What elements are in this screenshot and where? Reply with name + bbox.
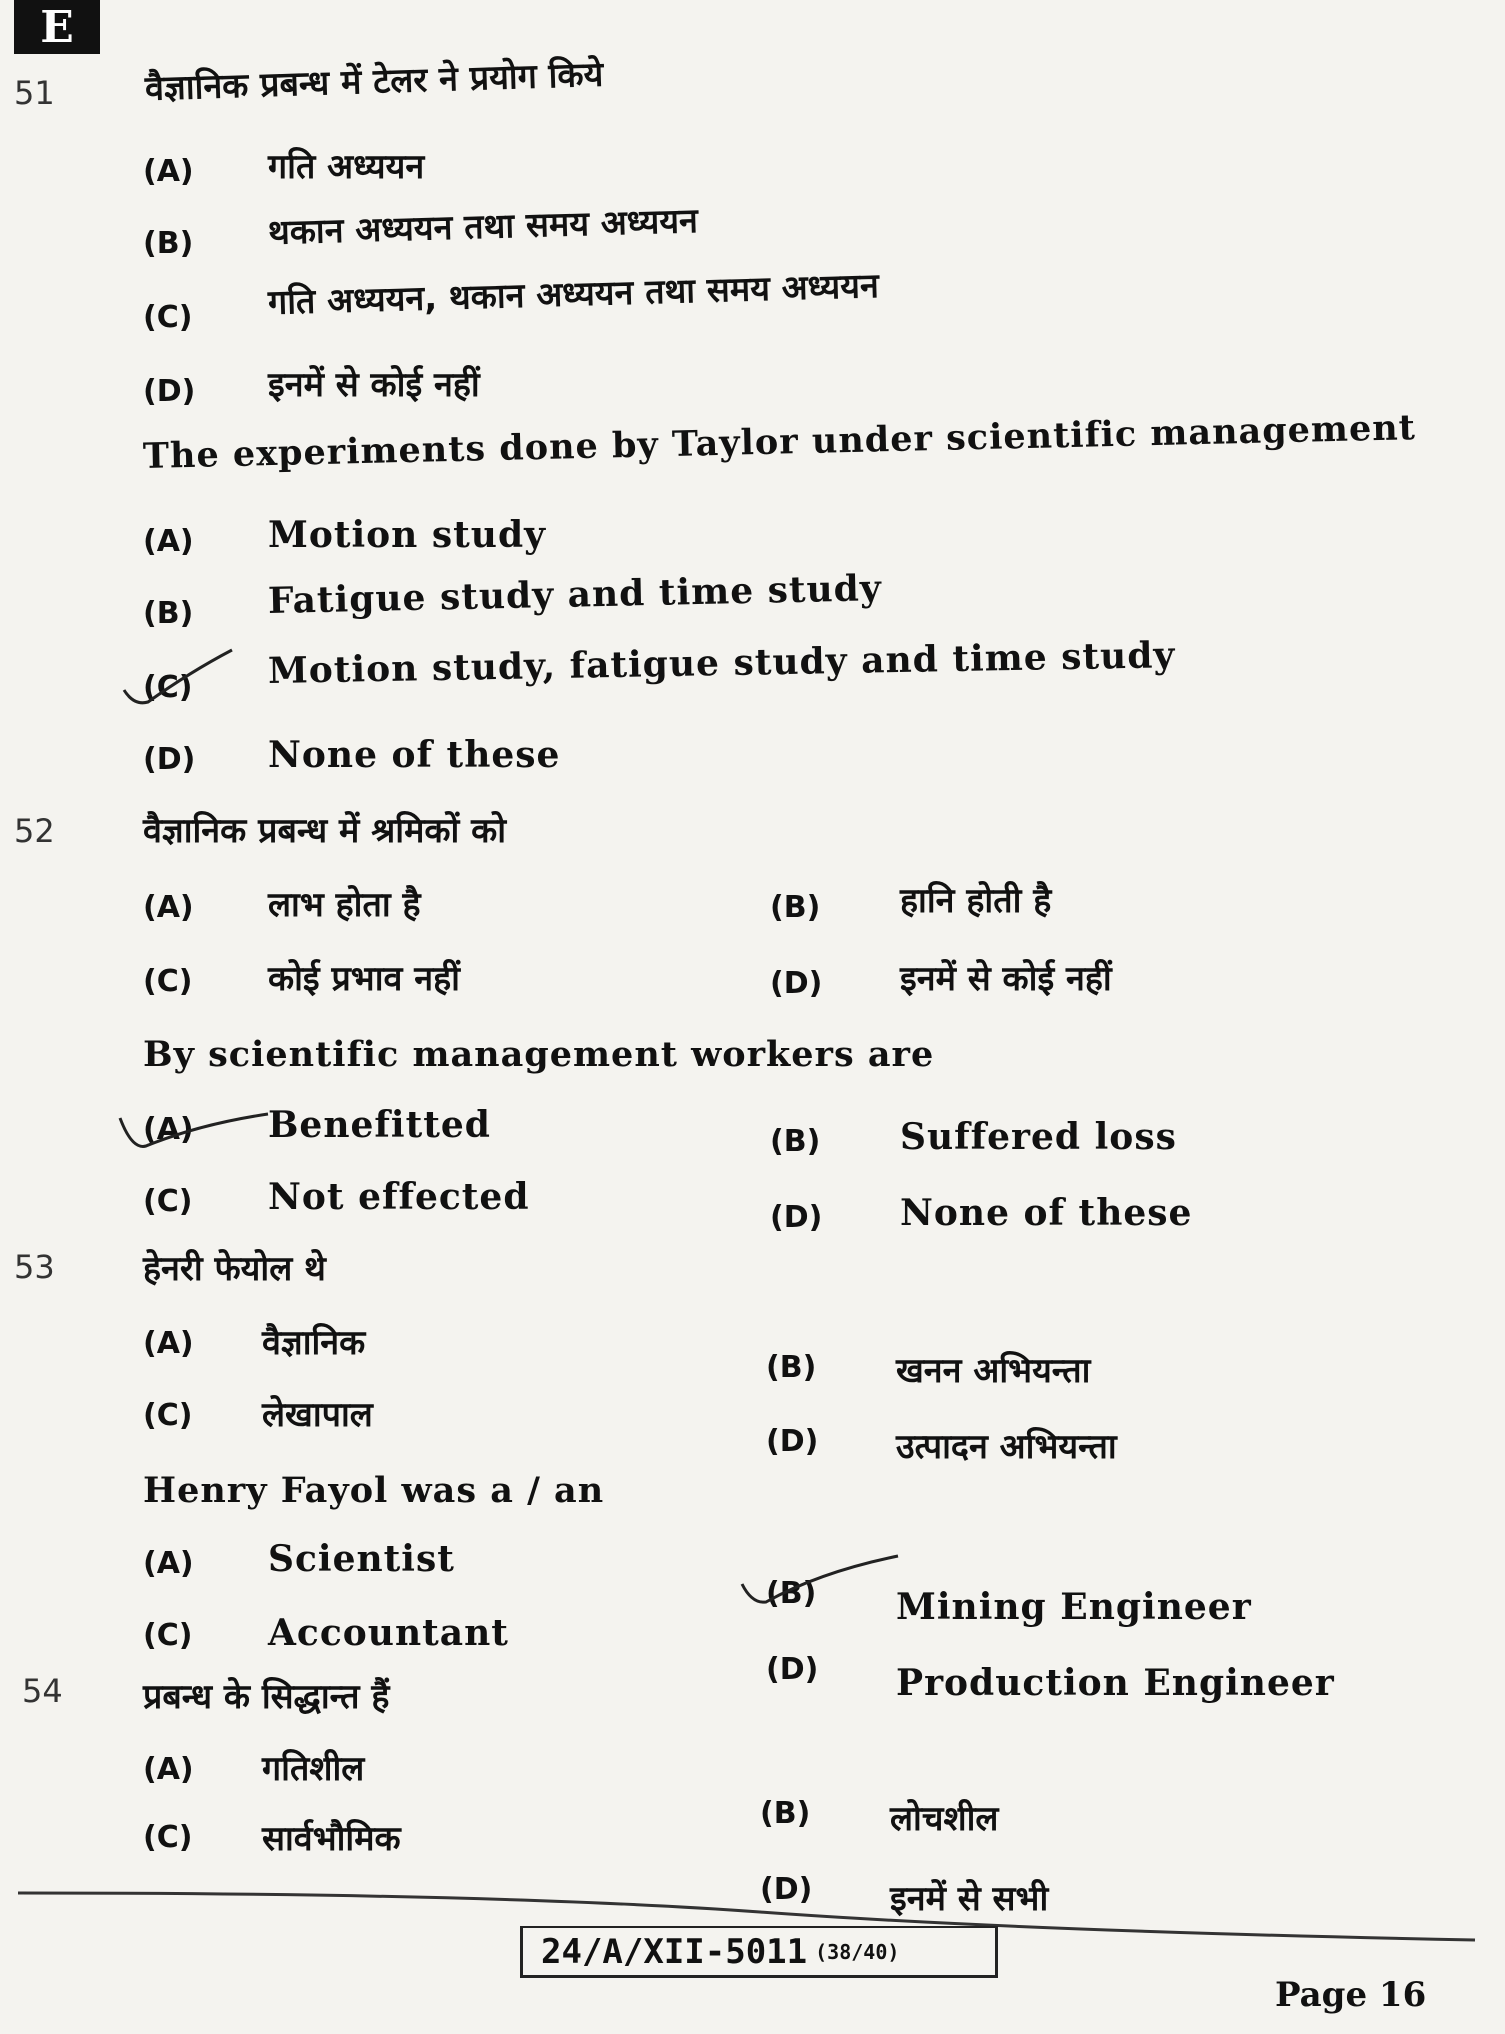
option-text-english: None of these	[268, 734, 561, 776]
tick-mark-q51	[124, 650, 232, 703]
option-text-hindi: खनन अभियन्ता	[896, 1351, 1091, 1391]
option-text-english: Scientist	[268, 1538, 455, 1580]
tick-mark-q53	[742, 1556, 898, 1602]
option-label: (D)	[760, 1872, 813, 1907]
paper-code-suffix: (38/40)	[815, 1939, 900, 1964]
option-label: (B)	[766, 1350, 817, 1385]
option-label: (C)	[143, 1618, 193, 1653]
option-text-hindi: लेखापाल	[262, 1395, 373, 1435]
option-text-hindi: कोई प्रभाव नहीं	[268, 959, 460, 999]
paper-code-box	[520, 1926, 998, 1978]
option-label: (D)	[143, 742, 196, 777]
option-text-english: Benefitted	[268, 1104, 491, 1146]
option-text-english: Motion study	[268, 514, 547, 556]
question-number: 52	[14, 812, 55, 850]
option-label: (D)	[766, 1652, 819, 1687]
option-label: (A)	[143, 1546, 194, 1581]
paper-code: 24/A/XII-5011	[541, 1931, 808, 1972]
option-label: (B)	[766, 1576, 817, 1611]
option-text-hindi: लोचशील	[890, 1799, 999, 1839]
question-number: 53	[14, 1248, 55, 1286]
page-number: Page 16	[1275, 1975, 1427, 2015]
option-label: (C)	[143, 964, 193, 999]
option-text-hindi: थकान अध्ययन तथा समय अध्ययन	[267, 201, 699, 253]
option-label: (B)	[143, 596, 194, 631]
option-text-english: Accountant	[268, 1612, 509, 1654]
question-stem-hindi: प्रबन्ध के सिद्धान्त हैं	[143, 1677, 390, 1717]
option-text-hindi: वैज्ञानिक	[262, 1323, 366, 1363]
option-label: (B)	[760, 1796, 811, 1831]
option-label: (A)	[143, 1112, 194, 1147]
option-text-english: Motion study, fatigue study and time study	[267, 634, 1176, 692]
question-stem-english: Henry Fayol was a / an	[143, 1470, 605, 1511]
option-label: (C)	[143, 1398, 193, 1433]
option-text-hindi: सार्वभौमिक	[262, 1819, 401, 1859]
option-label: (D)	[143, 374, 196, 409]
option-text-hindi: गति अध्ययन, थकान अध्ययन तथा समय अध्ययन	[267, 265, 880, 323]
question-stem-english: By scientific management workers are	[143, 1034, 935, 1075]
option-text-hindi: लाभ होता है	[268, 885, 421, 925]
option-text-hindi: गतिशील	[262, 1749, 365, 1789]
option-label: (B)	[143, 226, 194, 261]
option-text-english: Suffered loss	[900, 1116, 1177, 1158]
question-number: 54	[22, 1672, 63, 1710]
option-label: (C)	[143, 300, 193, 335]
option-label: (C)	[143, 1184, 193, 1219]
option-text-hindi: इनमें से कोई नहीं	[268, 365, 480, 405]
option-label: (A)	[143, 154, 194, 189]
option-label: (C)	[143, 1820, 193, 1855]
option-label: (D)	[766, 1424, 819, 1459]
option-label: (D)	[770, 966, 823, 1001]
option-text-hindi: हानि होती है	[900, 881, 1052, 921]
option-label: (A)	[143, 890, 194, 925]
section-badge: E	[14, 0, 100, 54]
tick-mark-q52	[120, 1114, 268, 1146]
question-stem-hindi: वैज्ञानिक प्रबन्ध में टेलर ने प्रयोग किये	[144, 54, 604, 109]
question-stem-english: The experiments done by Taylor under scientific management	[142, 407, 1417, 477]
option-label: (C)	[143, 670, 193, 705]
question-stem-hindi: वैज्ञानिक प्रबन्ध में श्रमिकों को	[143, 811, 507, 851]
option-text-english: Fatigue study and time study	[267, 567, 883, 622]
question-stem-hindi: हेनरी फेयोल थे	[143, 1249, 326, 1289]
question-number: 51	[14, 74, 55, 112]
option-label: (B)	[770, 1124, 821, 1159]
option-label: (A)	[143, 1326, 194, 1361]
option-label: (D)	[770, 1200, 823, 1235]
option-text-english: Not effected	[268, 1176, 530, 1218]
option-text-hindi: उत्पादन अभियन्ता	[896, 1427, 1117, 1467]
option-text-hindi: गति अध्ययन	[268, 147, 425, 187]
option-label: (B)	[770, 890, 821, 925]
option-label: (A)	[143, 1752, 194, 1787]
option-text-english: None of these	[900, 1192, 1193, 1234]
option-text-hindi: इनमें से कोई नहीं	[900, 959, 1112, 999]
option-label: (A)	[143, 524, 194, 559]
option-text-english: Mining Engineer	[896, 1586, 1252, 1628]
option-text-hindi: इनमें से सभी	[890, 1879, 1049, 1919]
option-text-english: Production Engineer	[896, 1662, 1335, 1704]
